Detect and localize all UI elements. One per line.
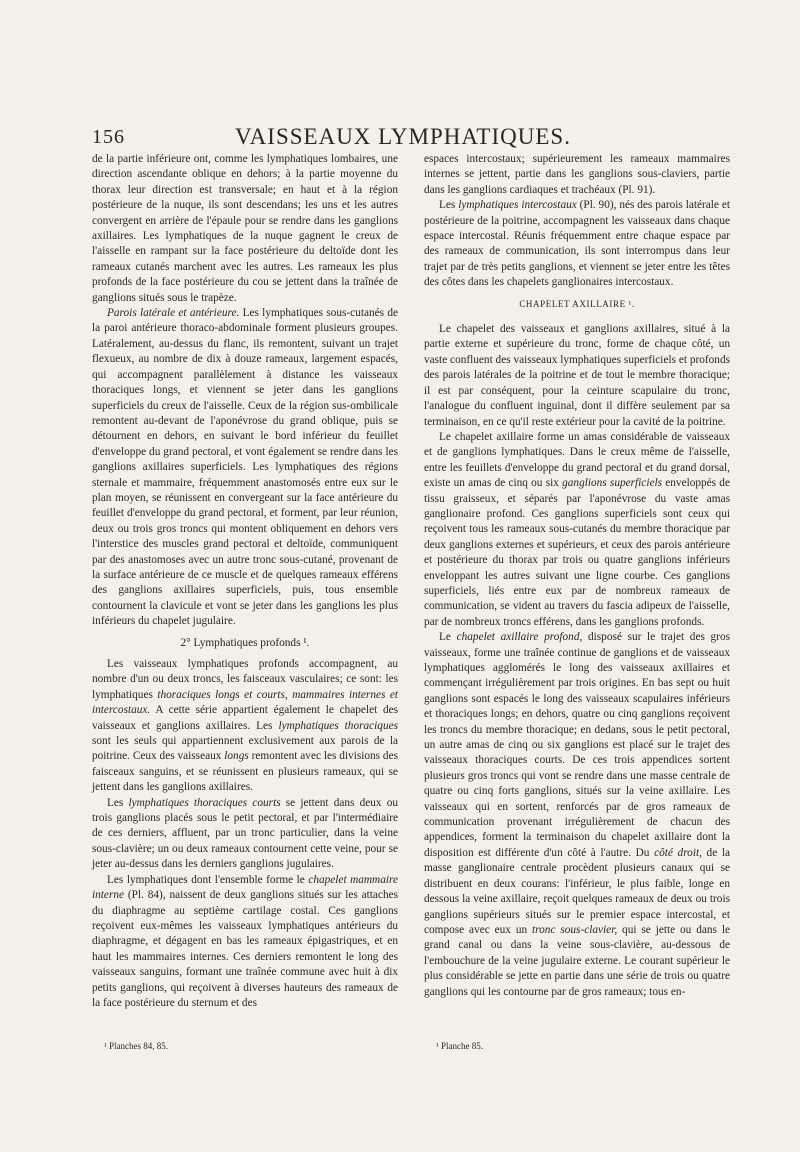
paragraph-text: disposé sur le trajet des gros vaisseaux, forme une traînée continue de ganglions et de vaisseaux lymphatiques agglomérés le long des vaisseaux axillaires et commençant irrégulièrement par trois origines. En bas sept ou huit ganglions sont espacés le long des vaisseaux scapulaires inférieurs et thoraciques longs; en dehors, quatre ou cinq ganglions reçoivent les troncs du membre thoracique; en dedans, sous le petit pectoral, un autre amas de cinq ou six ganglions est placé sur le trajet des vaisseaux thoraciques courts. De ces trois appendices sortent plusieurs gros troncs qui vont se rendre dans une masse centrale de quatre ou cinq forts ganglions, situés sur la veine axillaire. Les vaisseaux qui en sortent, renforcés par de gros rameaux de communication provenant irrégulièrement de chacun des appendices, forment la terminaison du chapelet axillaire dont la disposition est différente d'un côté à l'autre. Du [424, 631, 730, 859]
paragraph-text: (Pl. 84), naissent de deux ganglions situés sur les attaches du diaphragme au septième cartilage costal. Ces ganglions reçoivent eux-mêmes les vaisseaux lymphatiques antérieurs du diaphragme, et dégagent en bas les rameaux épigastriques, et en haut les mammaires internes. Ces derniers remontent le long des vaisseaux sanguins, formant une traînée commune avec huit à dix petits ganglions, qui reçoivent à diverses hauteurs des rameaux de la face postérieure du sternum et des [92, 889, 398, 1009]
paragraph [92, 306, 398, 630]
paragraph [92, 796, 398, 873]
italic-term: chapelet axillaire profond, [456, 631, 583, 644]
italic-term: tronc sous-clavier, [532, 923, 618, 936]
paragraph: Le chapelet des vaisseaux et ganglions axillaires, situé à la partie externe et supérieure du tronc, forme de chaque côté, un vaste confluent des vaisseaux lymphatiques superficiels et profonds des parois latérales de la poitrine et de tout le membre thoracique; il est par conséquent, pour la ceinture scapulaire du tronc, l'analogue du confluent inguinal, dont il diffère seulement par sa terminaison, en ce qu'il reste extérieur pour la cavité de la poitrine. [424, 323, 730, 428]
page-header [92, 124, 714, 152]
paragraph-text: Les [107, 796, 129, 809]
paragraph-text: Les [439, 199, 459, 212]
italic-term: lymphatiques intercostaux [458, 199, 577, 212]
italic-term: ganglions superficiels [562, 477, 663, 490]
left-column [92, 152, 398, 1011]
italic-term: thoraciques longs et courts, mammaires internes et intercostaux. [92, 688, 398, 717]
italic-term: côté droit, [654, 846, 702, 859]
page-number: 156 [92, 126, 125, 148]
paragraph-text: Les lymphatiques dont l'ensemble forme le [107, 873, 309, 886]
paragraph [424, 630, 730, 1000]
italic-term: longs [224, 750, 249, 763]
italic-term: lymphatiques thoraciques courts [128, 796, 281, 809]
paragraph [424, 430, 730, 630]
paragraph-text: (Pl. 90), nés des parois latérale et postérieure de la poitrine, accompagnent les vaisseaux dans chaque espace intercostal. Réunis fréquemment entre chaque espace par des rameaux de communication, ils sont interrompus dans leur trajet par de très petits ganglions, et viennent se jeter entre les têtes des côtes dans les chapelets ganglionaires intercostaux. [424, 199, 730, 289]
paragraph-text: Le chapelet axillaire forme un amas considérable de vaisseaux et de ganglions lymphatiques. Dans le creux même de l'aisselle, entre les feuillets d'enveloppe du grand pectoral et du grand dorsal, existe un amas de cinq ou six [424, 430, 730, 490]
section-heading: CHAPELET AXILLAIRE ¹. [519, 298, 635, 309]
italic-term: chapelet mammaire interne [92, 873, 398, 902]
subsection-heading: 2° Lymphatiques profonds ¹. [180, 636, 310, 649]
paragraph: espaces intercostaux; supérieurement les rameaux mammaires internes se jettent, partie dans les ganglions sous-claviers, partie dans les ganglions cardiaques et trachéaux (Pl. 91). [424, 153, 730, 196]
paragraph-text: enveloppés de tissu graisseux, et séparés par l'aponévrose du vaste amas ganglionaire profond. Ces ganglions superficiels sont ceux qui reçoivent tous les rameaux sous-cutanés du membre thoracique par deux ganglions externes et supérieurs, et ceux des parois antérieure et postérieure du thorax par trois ou quatre ganglions inférieurs enveloppant les autres suivant une ligne courbe. Ces ganglions superficiels, liés entre eux par de nombreux rameaux de communication, se vident au travers du fascia adipeux de l'aisselle, par de nombreux troncs efférens, dans les ganglions profonds. [424, 477, 730, 628]
italic-lead: Parois latérale et antérieure. [107, 307, 240, 320]
paragraph-text: remontent avec les divisions des faisceaux sanguins, et se réunissent en plusieurs rameaux, qui se jettent dans les ganglions axillaires. [92, 750, 398, 794]
paragraph [92, 873, 398, 1012]
paragraph [92, 657, 398, 796]
right-column [424, 152, 730, 1000]
paragraph-text: qui se jette ou dans le grand canal ou dans la veine sous-clavière, au-dessous de l'embouchure de la veine jugulaire externe. Le courant supérieur le plus considérable se jette en partie dans une série de trois ou quatre ganglions qui les contourne par de gros rameaux; tous en- [424, 923, 730, 998]
footnote: ¹ Planches 84, 85. [104, 1041, 168, 1051]
italic-term: lymphatiques thoraciques [278, 719, 398, 732]
paragraph-text: Les lymphatiques sous-cutanés de la paroi antérieure thoraco-abdominale forment plusieurs groupes. Latéralement, au-dessus du flanc, ils remontent, suivant un trajet flexueux, au nombre de dix à douze rameaux, largement espacés, qui accompagnent parallèlement à distance les vaisseaux thoraciques longs, et viennent se jeter dans les ganglions superficiels du creux de l'aisselle. Ceux de la région sus-ombilicale remontent au-devant de l'aponévrose du grand oblique, puis se détournent en dehors, en suivant le bord inférieur du feuillet d'enveloppe du grand pectoral, et vont également se rendre dans les ganglions axillaires superficiels. Les lymphatiques des régions sternale et mammaire, fréquemment anastomosés entre eux sur le plan moyen, se réunissent en convergeant sur la face antérieure du feuillet d'enveloppe du grand pectoral, et forment, par leur réunion, deux ou trois gros troncs qui montent obliquement en dehors vers l'interstice des muscles grand pectoral et deltoïde, communiquent par des anastomoses avec un autre tronc sous-cutané, provenant de la surface antérieure de ce muscle et de quelques rameaux efférens des ganglions axillaires superficiels, puis, tous ensemble contournent la clavicule et vont se jeter dans les ganglions les plus inférieurs du chapelet jugulaire. [92, 307, 398, 628]
paragraph-text: A cette série appartient également le chapelet des vaisseaux et ganglions axillaires. Les [92, 704, 398, 732]
paragraph-text: Les vaisseaux lymphatiques profonds accompagnent, au nombre d'un ou deux troncs, les faisceaux vasculaires; ce sont: les lymphatiques [92, 658, 398, 701]
paragraph-text: sont les seuls qui appartiennent exclusivement aux parois de la poitrine. Ceux des vaisseaux [92, 735, 398, 763]
footnote: ¹ Planche 85. [436, 1041, 483, 1051]
paragraph: de la partie inférieure ont, comme les lymphatiques lombaires, une direction ascendante oblique en dehors; à la partie moyenne du thorax leur direction est transversale; en haut et à la région postérieure de la nuque, ils sont descendans; les uns et les autres convergent en arrière de l'épaule pour se rendre dans les ganglions axillaires. Les lymphatiques de la nuque gagnent le creux de l'aisselle en rampant sur la face postérieure du deltoïde dont les rameaux cutanés marchent avec les autres. Les rameaux les plus profonds de la face postérieure du cou se jettent dans la traînée de ganglions situés sous le trapèze. [92, 153, 398, 304]
paragraph-text: de la masse ganglionaire centrale procèdent plusieurs canaux qui se distribuent en deux courans: l'inférieur, le plus faible, longe en dessous la veine axillaire, reçoit quelques rameaux de deux ou trois ganglions supérieurs situés sur le premier espace intercostal, et compose avec eux un [424, 846, 731, 936]
running-title: VAISSEAUX LYMPHATIQUES. [235, 124, 571, 149]
paragraph-text: se jettent dans deux ou trois ganglions placés sous le petit pectoral, et par l'intermédiaire de ces derniers, affluent, par un tronc particulier, dans la veine sous-clavière; un ou deux rameaux contournent cette veine, pour se jeter au-dessus dans les derniers ganglions jugulaires. [92, 796, 398, 871]
paragraph [424, 198, 730, 290]
paragraph-text: Le [439, 631, 457, 644]
